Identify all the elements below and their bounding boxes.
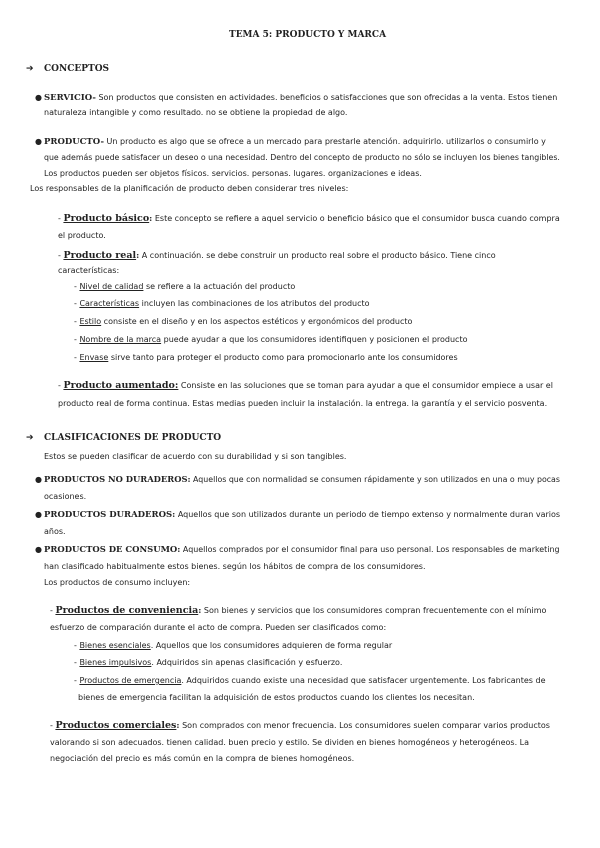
servicio-text: Son productos que consisten en actividades. beneficios o satisfacciones que son ofrecidas a la venta. Estos tienen [95, 93, 558, 102]
conveniencia-item-line-2: bienes de emergencia facilitan la adquisición de estos productos cuando los clientes los necesitan. [78, 693, 475, 702]
consumo-line-2: han clasificado habitualmente estos bienes. según los hábitos de compra de los consumidores. [44, 562, 426, 571]
producto-line-4: Los responsables de la planificación de producto deben considerar tres niveles: [30, 184, 349, 193]
aumentado-text: Consiste en las soluciones que se toman para ayudar a que el consumidor empiece a usar el [178, 381, 553, 390]
conveniencia-item-text: . Adquiridos sin apenas clasificación y esfuerzo. [151, 658, 343, 667]
dash-glyph: - [74, 335, 77, 344]
dash-glyph: - [58, 381, 61, 390]
bullet-icon: ● [35, 475, 42, 484]
real-item-term: Características [79, 299, 140, 308]
producto-term: PRODUCTO- [44, 137, 104, 147]
aumentado-line-2: producto real de forma continua. Estas medias pueden incluir la instalación. la entrega. la garantía y el servicio posventa. [58, 399, 548, 408]
dash-glyph: - [74, 641, 77, 650]
dash-glyph: - [58, 251, 61, 260]
bullet-icon: ● [35, 137, 42, 146]
servicio-line-1 [44, 93, 557, 103]
consumo-term: PRODUCTOS DE CONSUMO: [44, 545, 181, 555]
real-item-text: puede ayudar a que los consumidores identifiquen y posicionen el producto [161, 335, 468, 344]
conveniencia-item-text: . Adquiridos cuando existe una necesidad que satisfacer urgentemente. Los fabricantes de [181, 676, 546, 685]
no-duraderos-text: Aquellos que con normalidad se consumen rápidamente y son utilizados en una o muy pocas [190, 475, 560, 484]
no-duraderos-term: PRODUCTOS NO DURADEROS: [44, 475, 191, 485]
bullet-icon: ● [35, 510, 42, 519]
real-item-text: incluyen las combinaciones de los atributos del producto [139, 299, 370, 308]
dash-glyph: - [50, 606, 53, 615]
duraderos-line-2: años. [44, 527, 66, 536]
conveniencia-colon: : [198, 606, 202, 616]
consumo-text: Aquellos comprados por el consumidor final para uso personal. Los responsables de marketing [180, 545, 560, 554]
section-heading-conceptos: CONCEPTOS [44, 64, 110, 74]
comerciales-line-2: valorando si son adecuados. tienen calidad. buen precio y estilo. Se dividen en bienes homogéneos y heterogéneos. La [50, 738, 530, 747]
conveniencia-item-text: . Aquellos que los consumidores adquieren de forma regular [150, 641, 393, 650]
basico-text: Este concepto se refiere a aquel servicio o beneficio básico que el consumidor busca cuando compra [152, 214, 560, 223]
clasificaciones-intro: Estos se pueden clasificar de acuerdo con su durabilidad y si son tangibles. [44, 452, 347, 461]
comerciales-colon: : [176, 721, 180, 731]
duraderos-term: PRODUCTOS DURADEROS: [44, 510, 176, 520]
real-colon: : [136, 251, 140, 261]
arrow-icon: ➔ [26, 64, 34, 74]
conveniencia-item-term: Bienes esenciales [79, 641, 151, 650]
real-text: A continuación. se debe construir un producto real sobre el producto básico. Tiene cinco [139, 251, 496, 260]
real-line-2: características: [58, 266, 120, 275]
duraderos-text: Aquellos que son utilizados durante un periodo de tiempo extenso y normalmente duran varios [175, 510, 561, 519]
comerciales-line-1 [50, 721, 550, 731]
bullet-icon: ● [35, 545, 42, 554]
aumentado-line-1 [58, 381, 553, 391]
real-item-text: se refiere a la actuación del producto [143, 282, 296, 291]
dash-glyph: - [74, 676, 77, 685]
real-item [74, 299, 370, 309]
arrow-icon: ➔ [26, 433, 34, 443]
conveniencia-item [74, 676, 546, 686]
servicio-line-2: naturaleza intangible y como resultado. no se obtiene la propiedad de algo. [44, 108, 348, 117]
no-duraderos-line-2: ocasiones. [44, 492, 87, 501]
producto-line-1 [44, 137, 546, 147]
dash-glyph: - [50, 721, 53, 730]
dash-glyph: - [74, 353, 77, 362]
consumo-line-1 [44, 545, 560, 555]
page-title: TEMA 5: PRODUCTO Y MARCA [229, 30, 387, 40]
dash-glyph: - [74, 299, 77, 308]
basico-term: Producto básico [63, 213, 150, 224]
consumo-line-3: Los productos de consumo incluyen: [44, 578, 191, 587]
conveniencia-item-term: Productos de emergencia [79, 676, 182, 685]
real-item-term: Envase [79, 353, 109, 362]
bullet-icon: ● [35, 93, 42, 102]
conveniencia-line-2: esfuerzo de comparación durante el acto de compra. Pueden ser clasificados como: [50, 623, 387, 632]
real-item-term: Estilo [79, 317, 102, 326]
conveniencia-term: Productos de conveniencia [55, 605, 199, 616]
conveniencia-item [74, 658, 342, 668]
conveniencia-item [74, 641, 392, 651]
section-heading-clasificaciones: CLASIFICACIONES DE PRODUCTO [44, 433, 222, 443]
servicio-term: SERVICIO- [44, 93, 96, 103]
real-item [74, 317, 412, 327]
basico-colon: : [149, 214, 153, 224]
no-duraderos-line-1 [44, 475, 560, 485]
comerciales-text: Son comprados con menor frecuencia. Los consumidores suelen comparar varios productos [179, 721, 550, 730]
duraderos-line-1 [44, 510, 560, 520]
real-item-text: sirve tanto para proteger el producto como para promocionarlo ante los consumidores [108, 353, 458, 362]
producto-line-2: que además puede satisfacer un deseo o una necesidad. Dentro del concepto de producto no sólo se incluyen los bienes tangibles. [44, 153, 560, 162]
real-line-1 [58, 251, 496, 261]
comerciales-term: Productos comerciales [55, 720, 177, 731]
real-item-term: Nombre de la marca [79, 335, 162, 344]
dash-glyph: - [74, 658, 77, 667]
real-item [74, 282, 295, 292]
conveniencia-line-1 [50, 606, 546, 616]
producto-line-3: Los productos pueden ser objetos físicos. servicios. personas. lugares. organizaciones e ideas. [44, 169, 422, 178]
conveniencia-text: Son bienes y servicios que los consumidores compran frecuentemente con el mínimo [201, 606, 547, 615]
real-term: Producto real [63, 250, 137, 261]
conveniencia-item-term: Bienes impulsivos [79, 658, 152, 667]
dash-glyph: - [74, 282, 77, 291]
basico-line-1 [58, 214, 560, 224]
dash-glyph: - [74, 317, 77, 326]
dash-glyph: - [58, 214, 61, 223]
producto-text: Un producto es algo que se ofrece a un mercado para prestarle atención. adquirirlo. utilizarlos o consumirlo y [103, 137, 546, 146]
real-item [74, 353, 458, 363]
real-item-text: consiste en el diseño y en los aspectos estéticos y ergonómicos del producto [101, 317, 413, 326]
comerciales-line-3: negociación del precio es más común en la compra de bienes homogéneos. [50, 754, 355, 763]
real-item [74, 335, 467, 345]
basico-line-2: el producto. [58, 231, 106, 240]
real-item-term: Nivel de calidad [79, 282, 144, 291]
aumentado-term: Producto aumentado: [63, 380, 179, 391]
